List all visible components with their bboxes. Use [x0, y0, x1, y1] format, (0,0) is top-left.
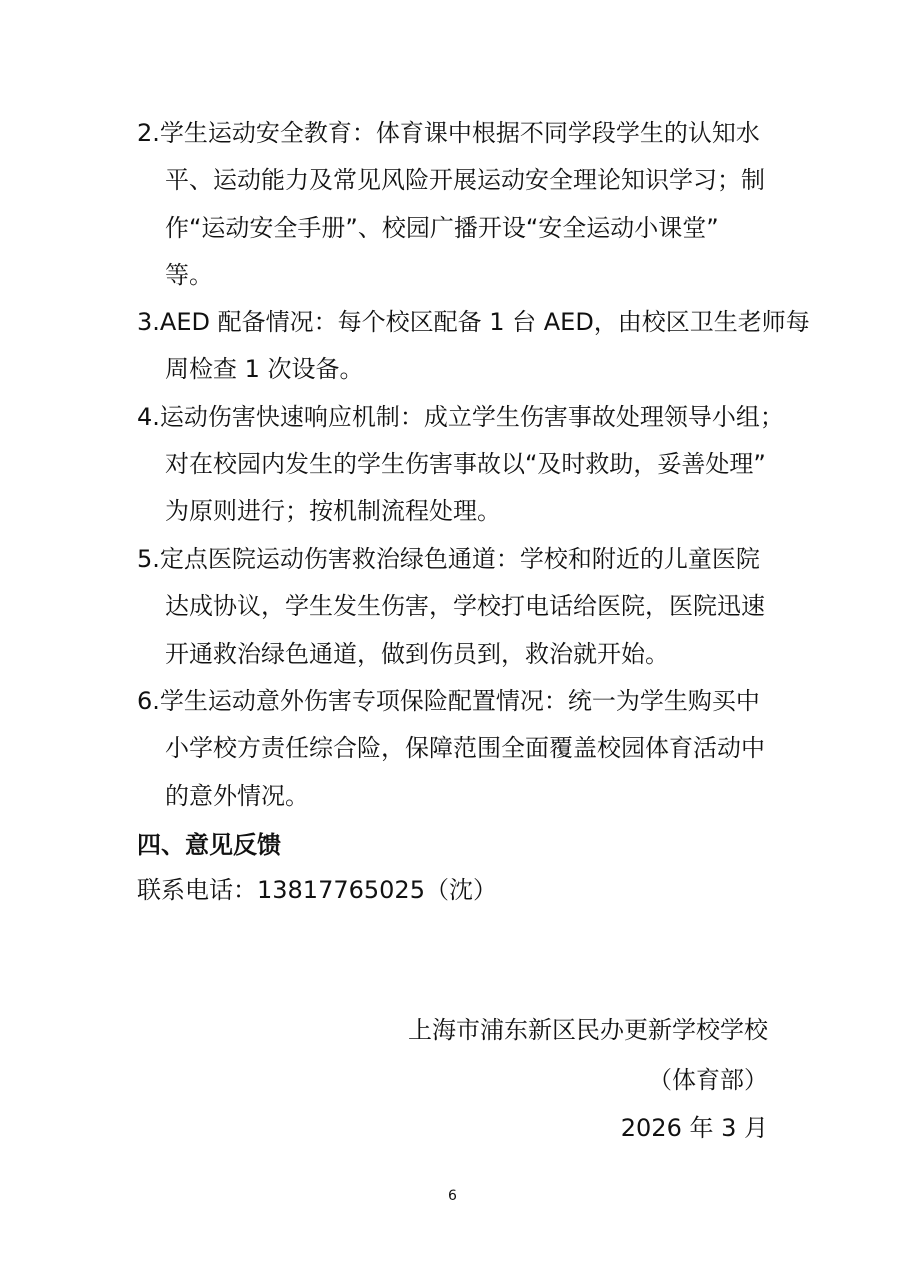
- item-6-line-3: 的意外情况。: [165, 782, 309, 810]
- signature-org: 上海市浦东新区民办更新学校学校: [408, 1016, 768, 1044]
- item-2-line-2: 平、运动能力及常见风险开展运动安全理论知识学习；制: [165, 166, 765, 194]
- signature-dept: （体育部）: [648, 1066, 768, 1094]
- item-4-line-1: 4.运动伤害快速响应机制：成立学生伤害事故处理领导小组；: [137, 403, 784, 431]
- item-3-line-1: 3.AED 配备情况：每个校区配备 1 台 AED，由校区卫生老师每: [137, 308, 810, 336]
- item-5-line-2: 达成协议，学生发生伤害，学校打电话给医院，医院迅速: [165, 592, 765, 620]
- item-5-line-1: 5.定点医院运动伤害救治绿色通道：学校和附近的儿童医院: [137, 545, 760, 573]
- item-6-line-2: 小学校方责任综合险，保障范围全面覆盖校园体育活动中: [165, 734, 765, 762]
- page-number: 6: [448, 1188, 457, 1204]
- item-4-line-3: 为原则进行；按机制流程处理。: [165, 497, 501, 525]
- item-2-line-1: 2.学生运动安全教育：体育课中根据不同学段学生的认知水: [137, 119, 760, 147]
- item-5-line-3: 开通救治绿色通道，做到伤员到，救治就开始。: [165, 640, 669, 668]
- item-2-line-4: 等。: [165, 261, 213, 289]
- item-2-line-3: 作“运动安全手册”、校园广播开设“安全运动小课堂”: [165, 214, 719, 242]
- item-4-line-2: 对在校园内发生的学生伤害事故以“及时救助，妥善处理”: [165, 450, 766, 478]
- contact-phone: 联系电话：13817765025（沈）: [137, 876, 497, 904]
- item-6-line-1: 6.学生运动意外伤害专项保险配置情况：统一为学生购买中: [137, 687, 760, 715]
- item-3-line-2: 周检查 1 次设备。: [165, 355, 364, 383]
- section-heading: 四、意见反馈: [137, 831, 281, 859]
- signature-date: 2026 年 3 月: [620, 1114, 768, 1142]
